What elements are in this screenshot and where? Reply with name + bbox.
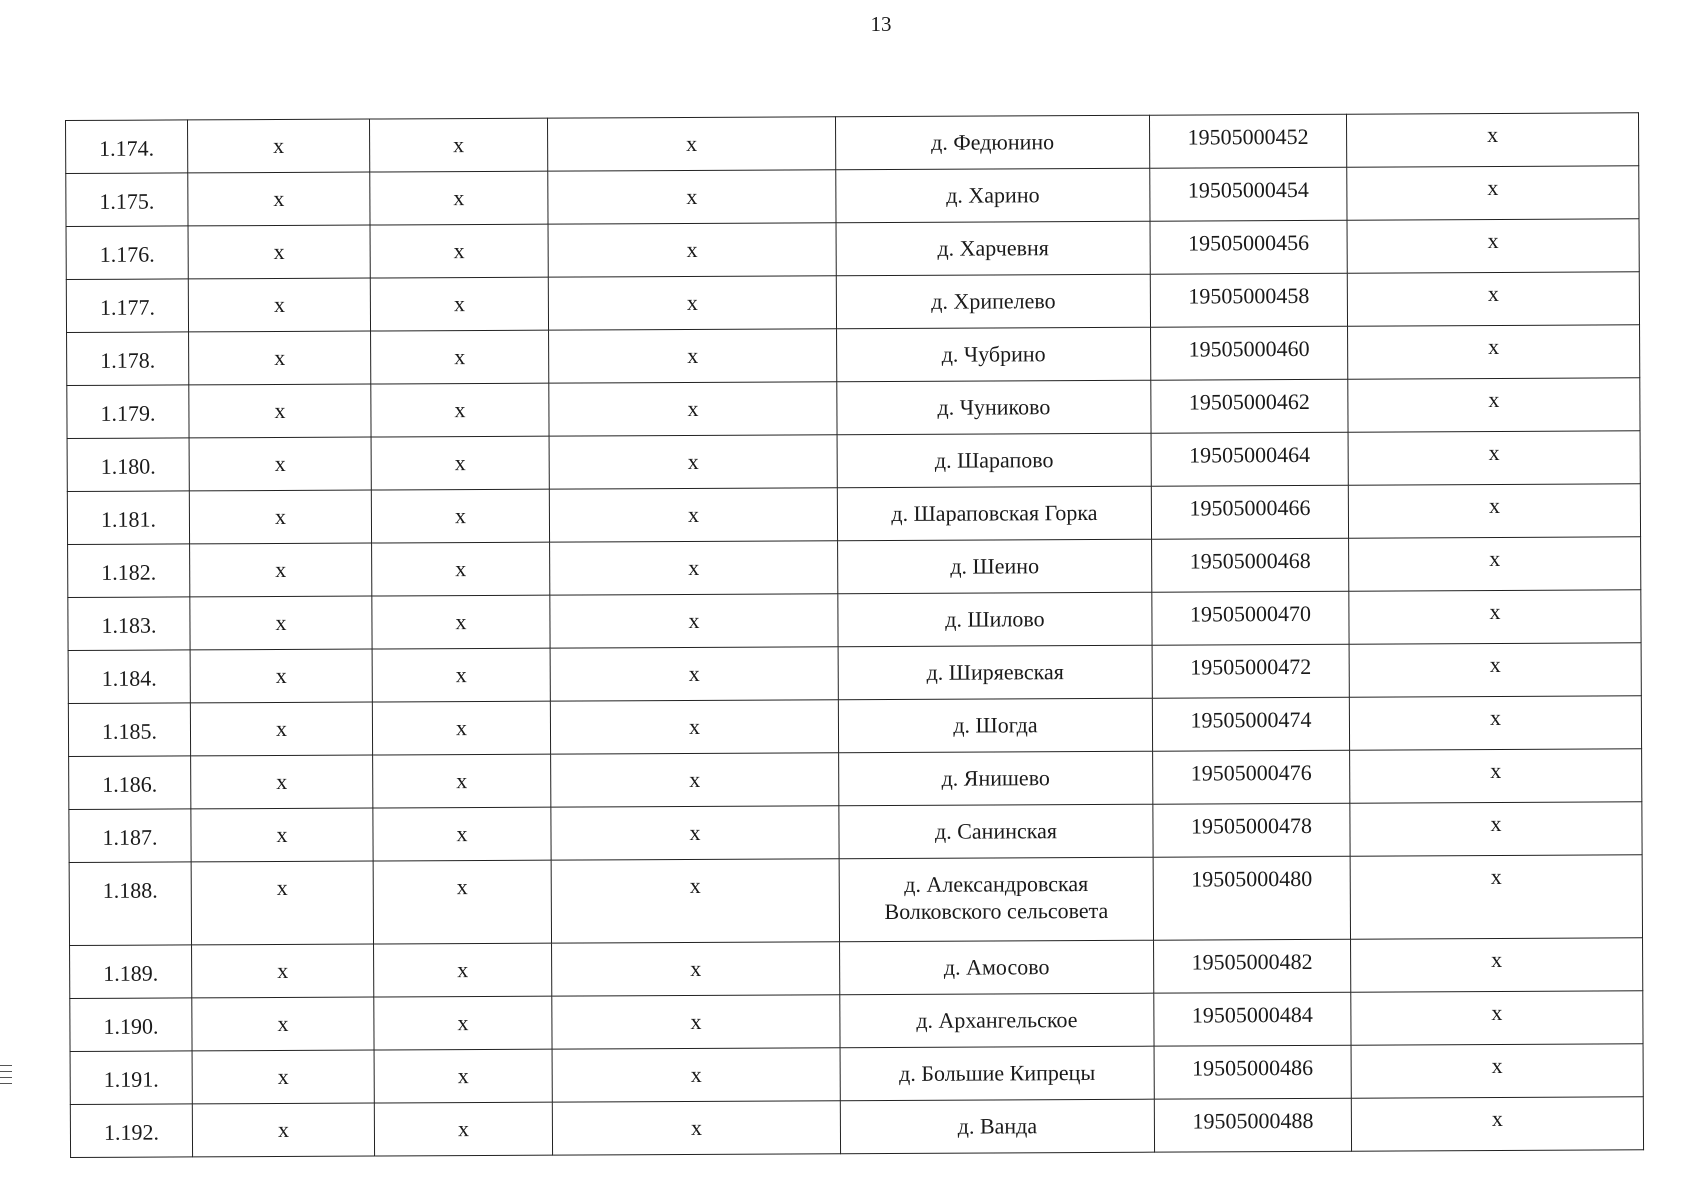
settlement-name-cell: д. Шеино (838, 539, 1152, 594)
mark-cell: х (1348, 431, 1640, 485)
settlement-name-cell: д. Александровская Волковского сельсовета (839, 857, 1153, 942)
table-row (70, 938, 1643, 999)
table-row (69, 855, 1642, 946)
mark-cell: х (1346, 113, 1638, 167)
row-number-cell: 1.174. (66, 120, 188, 174)
mark-cell: х (1347, 272, 1639, 326)
mark-cell: х (369, 118, 547, 172)
mark-cell: х (1350, 802, 1642, 856)
mark-cell: х (1351, 1044, 1643, 1098)
mark-cell: х (188, 225, 370, 279)
table-row (66, 166, 1639, 227)
mark-cell: х (188, 278, 370, 332)
mark-cell: х (190, 702, 372, 756)
mark-cell: х (1349, 643, 1641, 697)
mark-cell: х (374, 943, 552, 997)
mark-cell: х (371, 330, 549, 384)
row-number-cell: 1.182. (68, 544, 190, 598)
settlement-name-cell: д. Шараповская Горка (837, 486, 1151, 541)
settlement-name-cell: д. Архангельское (840, 993, 1154, 1048)
oktmo-code-cell: 19505000478 (1153, 803, 1350, 857)
mark-cell: х (1351, 938, 1643, 992)
mark-cell: х (373, 807, 551, 861)
mark-cell: х (189, 437, 371, 491)
mark-cell: х (372, 595, 550, 649)
row-number-cell: 1.181. (67, 491, 189, 545)
mark-cell: х (192, 1050, 374, 1104)
settlement-name-cell: д. Амосово (840, 940, 1154, 995)
oktmo-code-cell: 19505000474 (1152, 697, 1349, 751)
table-row (68, 696, 1641, 757)
mark-cell: х (372, 648, 550, 702)
mark-cell: х (188, 119, 370, 173)
oktmo-code-cell: 19505000454 (1150, 167, 1347, 221)
row-number-cell: 1.191. (70, 1051, 192, 1105)
row-number-cell: 1.184. (68, 650, 190, 704)
oktmo-code-cell: 19505000480 (1153, 856, 1350, 940)
row-number-cell: 1.175. (66, 173, 188, 227)
oktmo-code-cell: 19505000460 (1151, 326, 1348, 380)
mark-cell: х (550, 541, 838, 595)
mark-cell: х (190, 543, 372, 597)
mark-cell: х (549, 488, 837, 542)
mark-cell: х (548, 276, 836, 330)
table-row (69, 749, 1642, 810)
oktmo-code-cell: 19505000452 (1149, 114, 1346, 168)
mark-cell: х (1347, 219, 1639, 273)
mark-cell: х (552, 942, 840, 996)
mark-cell: х (548, 223, 836, 277)
oktmo-code-cell: 19505000470 (1152, 591, 1349, 645)
row-number-cell: 1.188. (69, 862, 191, 946)
oktmo-code-cell: 19505000476 (1153, 750, 1350, 804)
mark-cell: х (374, 996, 552, 1050)
mark-cell: х (189, 331, 371, 385)
settlement-name-cell: д. Санинская (839, 804, 1153, 859)
row-number-cell: 1.190. (70, 998, 192, 1052)
settlement-name-cell: д. Харчевня (836, 221, 1150, 276)
settlement-name-cell: д. Ванда (840, 1099, 1154, 1154)
oktmo-code-cell: 19505000486 (1154, 1045, 1351, 1099)
mark-cell: х (1351, 991, 1643, 1045)
table-row (66, 219, 1639, 280)
mark-cell: х (552, 1101, 840, 1155)
table-row (70, 1097, 1643, 1158)
mark-cell: х (192, 997, 374, 1051)
mark-cell: х (192, 1103, 374, 1157)
mark-cell: х (374, 1049, 552, 1103)
mark-cell: х (1350, 749, 1642, 803)
mark-cell: х (1348, 378, 1640, 432)
settlement-name-cell: д. Шилово (838, 592, 1152, 647)
mark-cell: х (188, 172, 370, 226)
mark-cell: х (550, 700, 838, 754)
oktmo-code-cell: 19505000466 (1151, 485, 1348, 539)
mark-cell: х (1351, 1097, 1643, 1151)
margin-marks (0, 1065, 12, 1089)
table-row (68, 537, 1641, 598)
mark-cell: х (547, 117, 835, 171)
mark-cell: х (371, 383, 549, 437)
oktmo-code-cell: 19505000468 (1152, 538, 1349, 592)
table-row (66, 272, 1639, 333)
settlement-name-cell: д. Ширяевская (838, 645, 1152, 700)
mark-cell: х (551, 753, 839, 807)
mark-cell: х (189, 384, 371, 438)
row-number-cell: 1.189. (70, 945, 192, 999)
mark-cell: х (552, 995, 840, 1049)
mark-cell: х (192, 944, 374, 998)
row-number-cell: 1.186. (69, 756, 191, 810)
mark-cell: х (191, 755, 373, 809)
mark-cell: х (190, 649, 372, 703)
mark-cell: х (1349, 590, 1641, 644)
settlement-name-cell: д. Харино (836, 168, 1150, 223)
oktmo-code-cell: 19505000488 (1154, 1098, 1351, 1152)
row-number-cell: 1.176. (66, 226, 188, 280)
mark-cell: х (370, 277, 548, 331)
oktmo-code-cell: 19505000484 (1154, 992, 1351, 1046)
mark-cell: х (1347, 166, 1639, 220)
settlement-name-cell: д. Хрипелево (836, 274, 1150, 329)
oktmo-code-cell: 19505000472 (1152, 644, 1349, 698)
row-number-cell: 1.183. (68, 597, 190, 651)
settlement-name-cell: д. Чуниково (837, 380, 1151, 435)
oktmo-code-cell: 19505000482 (1154, 939, 1351, 993)
mark-cell: х (372, 701, 550, 755)
oktmo-code-cell: 19505000462 (1151, 379, 1348, 433)
mark-cell: х (191, 808, 373, 862)
row-number-cell: 1.187. (69, 809, 191, 863)
mark-cell: х (549, 329, 837, 383)
row-number-cell: 1.180. (67, 438, 189, 492)
page-number: 13 (870, 12, 892, 36)
table-row (68, 590, 1641, 651)
row-number-cell: 1.179. (67, 385, 189, 439)
table-row (67, 378, 1640, 439)
mark-cell: х (1348, 325, 1640, 379)
settlement-name-cell: д. Большие Кипрецы (840, 1046, 1154, 1101)
settlement-name-cell: д. Шогда (838, 698, 1152, 753)
settlement-name-cell: д. Федюнино (835, 115, 1149, 170)
mark-cell: х (374, 1102, 552, 1156)
settlement-name-cell: д. Шарапово (837, 433, 1151, 488)
mark-cell: х (549, 435, 837, 489)
table-row (67, 431, 1640, 492)
mark-cell: х (550, 647, 838, 701)
table-row (67, 325, 1640, 386)
mark-cell: х (1349, 537, 1641, 591)
mark-cell: х (373, 754, 551, 808)
mark-cell: х (551, 859, 839, 943)
mark-cell: х (371, 489, 549, 543)
table-row (70, 1044, 1643, 1105)
mark-cell: х (189, 490, 371, 544)
mark-cell: х (370, 171, 548, 225)
mark-cell: х (551, 806, 839, 860)
table-row (67, 484, 1640, 545)
mark-cell: х (373, 860, 551, 944)
mark-cell: х (548, 170, 836, 224)
settlements-table (65, 112, 1644, 1158)
mark-cell: х (372, 542, 550, 596)
mark-cell: х (370, 224, 548, 278)
oktmo-code-cell: 19505000458 (1150, 273, 1347, 327)
table-row (66, 113, 1639, 174)
settlement-name-cell: д. Янишево (839, 751, 1153, 806)
table-row (68, 643, 1641, 704)
mark-cell: х (552, 1048, 840, 1102)
mark-cell: х (550, 594, 838, 648)
row-number-cell: 1.185. (68, 703, 190, 757)
mark-cell: х (1349, 696, 1641, 750)
settlement-name-cell: д. Чубрино (837, 327, 1151, 382)
row-number-cell: 1.178. (67, 332, 189, 386)
mark-cell: х (371, 436, 549, 490)
mark-cell: х (1348, 484, 1640, 538)
mark-cell: х (191, 861, 373, 945)
oktmo-code-cell: 19505000456 (1150, 220, 1347, 274)
mark-cell: х (1350, 855, 1642, 939)
row-number-cell: 1.192. (70, 1104, 192, 1158)
table-row (70, 991, 1643, 1052)
mark-cell: х (549, 382, 837, 436)
row-number-cell: 1.177. (66, 279, 188, 333)
oktmo-code-cell: 19505000464 (1151, 432, 1348, 486)
mark-cell: х (190, 596, 372, 650)
table-row (69, 802, 1642, 863)
